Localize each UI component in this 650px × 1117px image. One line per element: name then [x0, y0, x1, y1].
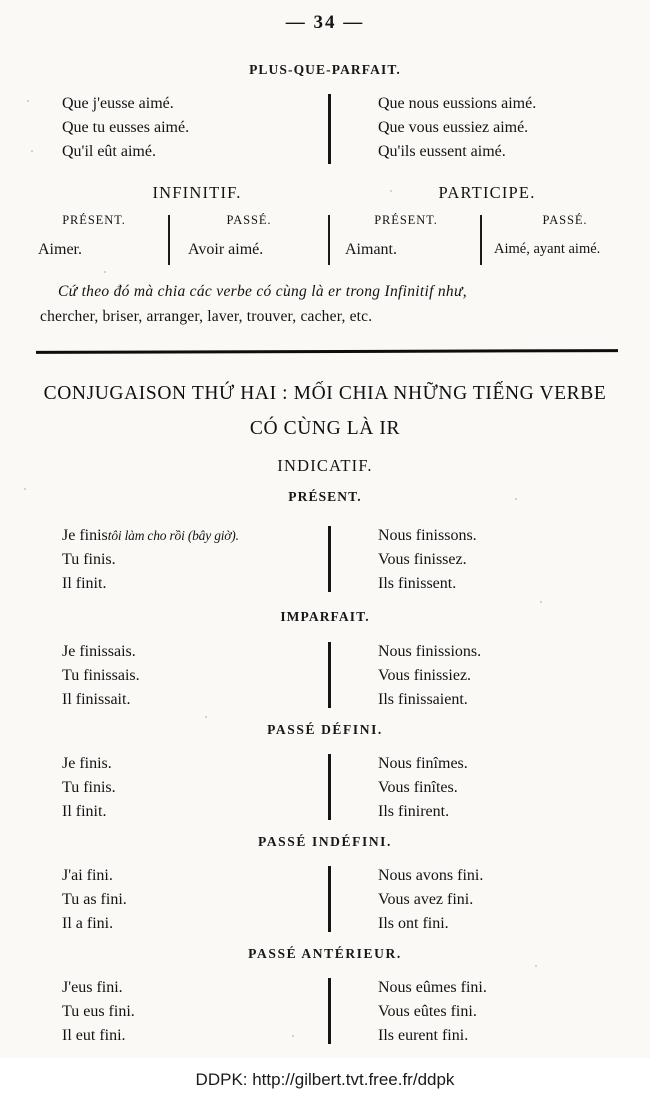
column-divider [328, 978, 331, 1044]
column-plural [378, 92, 536, 164]
column-plural [378, 752, 468, 824]
column-singular [62, 92, 189, 164]
conjugation-row: Nous avons fini. [378, 867, 484, 884]
conjugation-row: Ils finirent. [378, 803, 450, 820]
conjugation-row: Vous eûtes fini. [378, 1003, 477, 1020]
column-singular [62, 976, 135, 1048]
scan-speck [104, 271, 106, 273]
block-present [0, 524, 650, 600]
scan-speck [515, 498, 517, 500]
conjugation-row: Nous finîmes. [378, 755, 468, 772]
conjugation-row: Qu'il eût aimé. [62, 143, 156, 160]
scan-speck [27, 100, 29, 102]
verb-form: Je finis [62, 527, 108, 544]
cell-infinitif-passe [175, 213, 323, 259]
cell-header: PRÉSENT. [62, 213, 126, 227]
conjugation-row: Il eut fini. [62, 1027, 126, 1044]
conjugation-row: Nous finissions. [378, 643, 482, 660]
conjugation-row: Il finissait. [62, 691, 131, 708]
column-divider [168, 215, 170, 265]
conjugation-row: Vous finissiez. [378, 667, 472, 684]
block-passe-anterieur [0, 976, 650, 1052]
cell-header: PRÉSENT. [374, 213, 438, 227]
conjugation-row: Que vous eussiez aimé. [378, 119, 529, 136]
conjugation-row: Tu finis. [62, 779, 116, 796]
conjugation-row: Que nous eussions aimé. [378, 95, 537, 112]
cell-value: Avoir aimé. [188, 241, 264, 258]
cell-value: Aimant. [345, 241, 397, 258]
note-line-1: Cứ theo đó mà chia các verbe có cùng là er trong Infinitif như, [58, 283, 467, 300]
conjugation-row: Ils ont fini. [378, 915, 449, 932]
heading-passe-defini: PASSÉ DÉFINI. [267, 722, 383, 737]
block-passe-indefini [0, 864, 650, 940]
conjugation-row: Je finis. [62, 755, 112, 772]
column-singular [62, 752, 116, 824]
conjugation-row: Tu eus fini. [62, 1003, 135, 1020]
page-number: — 34 — [285, 12, 365, 33]
cell-value: Aimer. [38, 241, 82, 258]
column-divider [328, 754, 331, 820]
column-singular [62, 640, 140, 712]
conjugation-row [62, 524, 239, 548]
conjugation-row: Ils finissaient. [378, 691, 468, 708]
scan-speck [540, 601, 542, 603]
column-divider [328, 526, 331, 592]
group-title-participe: PARTICIPE. [438, 183, 536, 202]
vietnamese-note [40, 283, 620, 326]
conjugation-row: Vous avez fini. [378, 891, 474, 908]
conjugation-row: Vous finîtes. [378, 779, 458, 796]
conjugation-row: Je finissais. [62, 643, 136, 660]
column-singular [62, 864, 127, 936]
cell-header: PASSÉ. [542, 213, 588, 227]
heading-plus-que-parfait: PLUS-QUE-PARFAIT. [249, 62, 401, 77]
note-line-2: chercher, briser, arranger, laver, trouver, cacher, etc. [40, 308, 373, 325]
block-infinitif-participe [0, 213, 650, 269]
column-divider [328, 866, 331, 932]
heading-passe-indefini: PASSÉ INDÉFINI. [257, 834, 393, 849]
cell-participe-passe [486, 213, 644, 258]
conjugation-row: Nous eûmes fini. [378, 979, 487, 996]
cell-infinitif-present [24, 213, 164, 259]
conjugation-row: Tu as fini. [62, 891, 127, 908]
scan-speck [205, 716, 207, 718]
conjugation-row: Ils eurent fini. [378, 1027, 469, 1044]
cell-participe-present [334, 213, 478, 259]
footer-url: DDPK: http://gilbert.tvt.free.fr/ddpk [195, 1070, 455, 1089]
scan-speck [31, 150, 33, 152]
conjugation-row: Vous finissez. [378, 551, 467, 568]
scan-speck [292, 1035, 294, 1037]
block-passe-defini [0, 752, 650, 828]
conjugation-row: Ils finissent. [378, 575, 457, 592]
conjugation-row: Qu'ils eussent aimé. [378, 143, 506, 160]
conjugation-row: Tu finissais. [62, 667, 140, 684]
column-plural [378, 976, 487, 1048]
cell-header: PASSÉ. [226, 213, 272, 227]
heading-imparfait: IMPARFAIT. [280, 609, 370, 624]
conjugation-row: J'eus fini. [62, 979, 123, 996]
heading-passe-anterieur: PASSÉ ANTÉRIEUR. [248, 946, 402, 961]
conjugation-row: Tu finis. [62, 551, 116, 568]
block-imparfait [0, 640, 650, 716]
conjugation-two-title-line1: CONJUGAISON THỨ HAI : MỐI CHIA NHỮNG TIẾNG VERBE [43, 383, 607, 404]
conjugation-row: Il a fini. [62, 915, 114, 932]
conjugation-two-title-line2: CÓ CÙNG LÀ IR [249, 418, 401, 439]
conjugation-row: Que tu eusses aimé. [62, 119, 190, 136]
conjugation-row: Il finit. [62, 575, 107, 592]
column-divider [328, 642, 331, 708]
conjugation-row: Nous finissons. [378, 527, 477, 544]
group-title-infinitif: INFINITIF. [152, 183, 242, 202]
heading-present: PRÉSENT. [288, 489, 362, 504]
column-plural [378, 864, 483, 936]
mood-heading-indicatif: INDICATIF. [277, 456, 373, 475]
vietnamese-gloss: tôi làm cho rồi (bây giờ). [107, 528, 239, 543]
conjugation-row: Il finit. [62, 803, 107, 820]
column-divider [328, 94, 331, 164]
column-plural [378, 640, 481, 712]
scan-speck [390, 190, 392, 192]
column-divider [328, 215, 330, 265]
conjugation-row: J'ai fini. [62, 867, 113, 884]
conjugation-row: Que j'eusse aimé. [62, 95, 174, 112]
column-divider [480, 215, 482, 265]
column-singular [62, 524, 239, 596]
scan-speck [24, 488, 26, 490]
scan-speck [535, 965, 537, 967]
block-plus-que-parfait [0, 92, 650, 172]
column-plural [378, 524, 477, 596]
cell-value: Aimé, ayant aimé. [494, 241, 601, 257]
